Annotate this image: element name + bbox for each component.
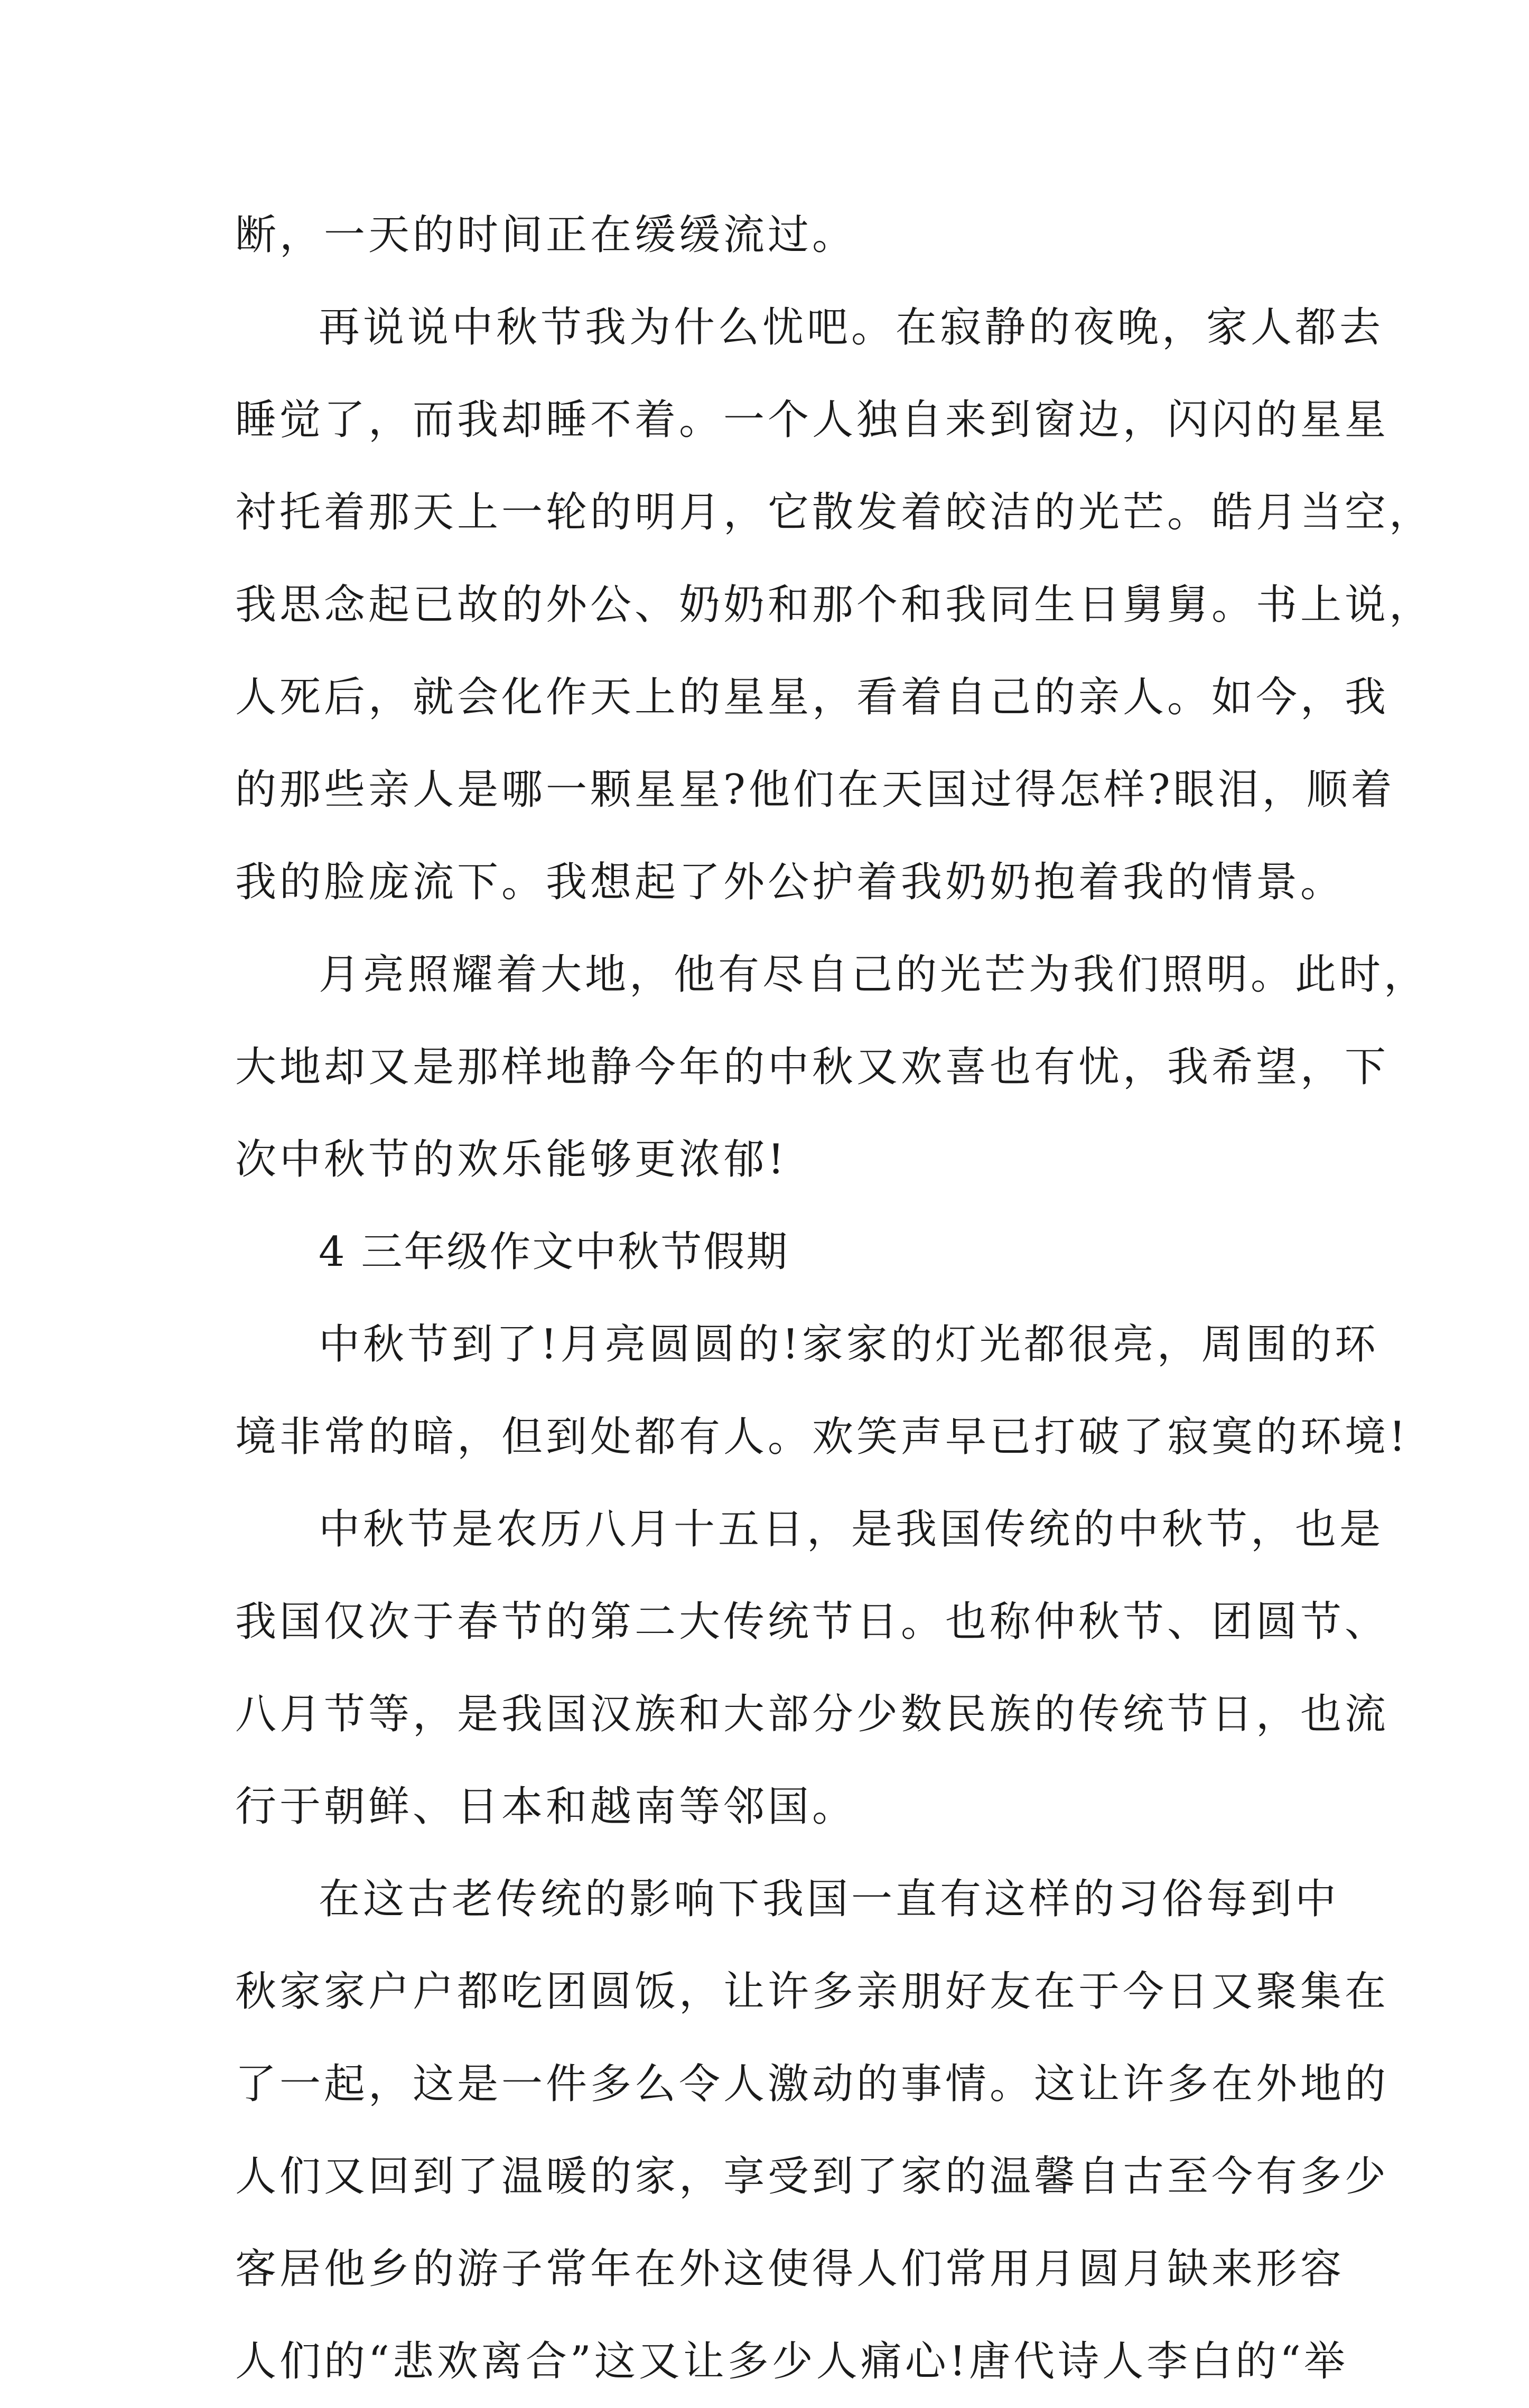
text-line: 秋家家户户都吃团圆饭，让许多亲朋好友在于今日又聚集在 bbox=[235, 1968, 1390, 2015]
text-line: 我思念起已故的外公、奶奶和那个和我同生日舅舅。书上说， bbox=[235, 581, 1434, 629]
text-line: 睡觉了，而我却睡不着。一个人独自来到窗边，闪闪的星星 bbox=[235, 396, 1390, 444]
document-body bbox=[235, 189, 1434, 2408]
text-line: 客居他乡的游子常年在外这使得人们常用月圆月缺来形容 bbox=[235, 2245, 1345, 2293]
text-line: 的那些亲人是哪一颗星星?他们在天国过得怎样?眼泪，顺着 bbox=[235, 766, 1395, 814]
paragraph-start-line: 中秋节是农历八月十五日，是我国传统的中秋节，也是 bbox=[319, 1506, 1384, 1553]
text-line: 八月节等，是我国汉族和大部分少数民族的传统节日，也流 bbox=[235, 1691, 1390, 1738]
text-line: 行于朝鲜、日本和越南等邻国。 bbox=[235, 1783, 857, 1831]
paragraph-start-line: 再说说中秋节我为什么忧吧。在寂静的夜晚，家人都去 bbox=[319, 304, 1384, 351]
paragraph-start-line: 月亮照耀着大地，他有尽自己的光芒为我们照明。此时， bbox=[319, 951, 1429, 998]
paragraph-start-line: 在这古老传统的影响下我国一直有这样的习俗每到中 bbox=[319, 1875, 1340, 1923]
text-line: 次中秋节的欢乐能够更浓郁! bbox=[235, 1136, 788, 1183]
text-line: 人们的“悲欢离合”这又让多少人痛心!唐代诗人李白的“举 bbox=[235, 2338, 1348, 2385]
text-line: 境非常的暗，但到处都有人。欢笑声早已打破了寂寞的环境! bbox=[235, 1413, 1409, 1461]
section-heading: 4 三年级作文中秋节假期 bbox=[319, 1228, 789, 1276]
text-line: 断，一天的时间正在缓缓流过。 bbox=[235, 211, 857, 259]
text-line: 人们又回到了温暖的家，享受到了家的温馨自古至今有多少 bbox=[235, 2153, 1390, 2200]
text-line: 人死后，就会化作天上的星星，看着自己的亲人。如今，我 bbox=[235, 674, 1390, 721]
text-line: 衬托着那天上一轮的明月，它散发着皎洁的光芒。皓月当空， bbox=[235, 489, 1434, 536]
text-line: 我的脸庞流下。我想起了外公护着我奶奶抱着我的情景。 bbox=[235, 858, 1345, 906]
paragraph-start-line: 中秋节到了!月亮圆圆的!家家的灯光都很亮，周围的环 bbox=[319, 1321, 1379, 1368]
text-line: 了一起，这是一件多么令人激动的事情。这让许多在外地的 bbox=[235, 2060, 1390, 2108]
text-line: 我国仅次于春节的第二大传统节日。也称仲秋节、团圆节、 bbox=[235, 1598, 1390, 1646]
text-line: 大地却又是那样地静今年的中秋又欢喜也有忧，我希望，下 bbox=[235, 1043, 1390, 1091]
